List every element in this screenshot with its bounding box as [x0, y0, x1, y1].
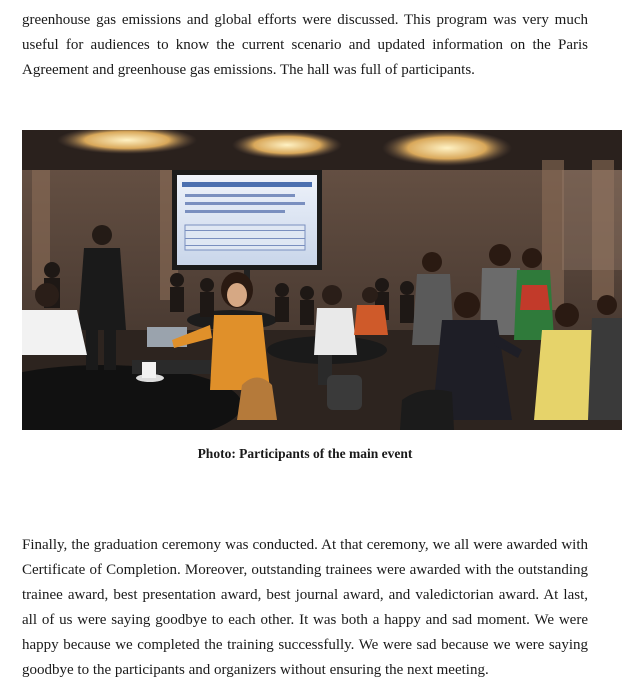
paragraph-bottom: Finally, the graduation ceremony was conducted. At that ceremony, we all were awarded with Certificate of Completion. Moreover, outstanding trainees were awarded with the outstanding trainee award, best presentation award, best journal award, and valedictorian award. At last, all of us were saying goodbye to each other. It was both a happy and sad moment. We were happy because we completed the training successfully. We were sad because we were saying goodbye to the participants and organizers without ensuring the next meeting. — [22, 537, 588, 678]
photo-caption: Photo: Participants of the main event — [197, 446, 413, 461]
conference-hall-photo — [22, 130, 622, 430]
paragraph-top: greenhouse gas emissions and global efforts were discussed. This program was very much useful for audiences to know the current scenario and updated information on the Paris Agreement and greenhouse gas emissions. The hall was full of participants. — [22, 12, 588, 78]
